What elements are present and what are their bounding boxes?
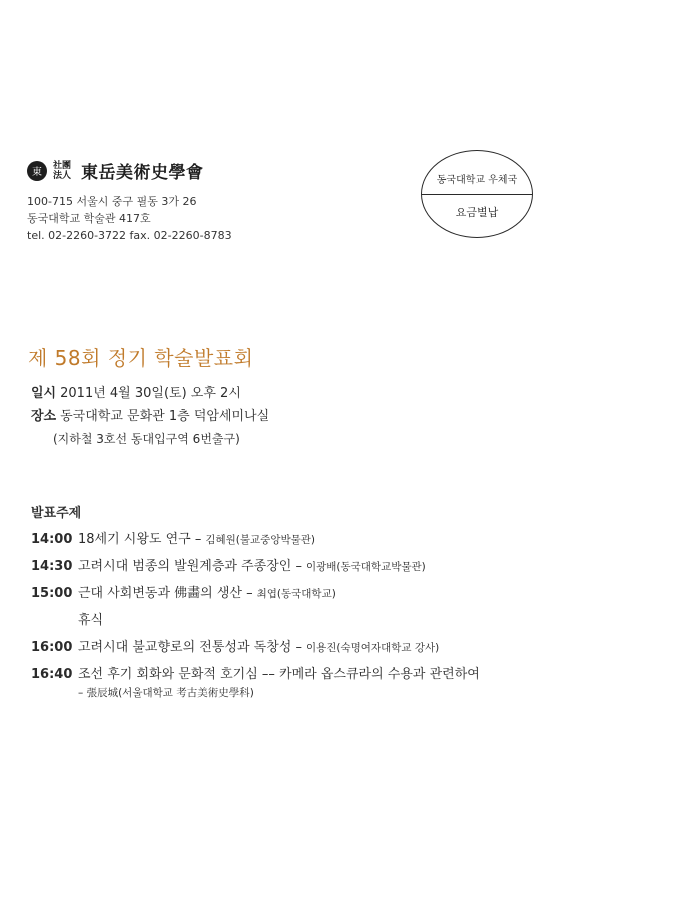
talk-time: 14:00 [31, 532, 73, 547]
talk-time: 16:00 [31, 640, 73, 655]
date-row [31, 382, 269, 405]
sender-address [27, 193, 232, 244]
talk-time: 14:30 [31, 559, 73, 574]
society-seal-icon: 東 [27, 161, 47, 181]
postage-paid-label: 요금별납 [455, 206, 499, 219]
place-row [31, 405, 269, 428]
sender-block [27, 158, 232, 244]
address-line-2: 동국대학교 학술관 417호 [27, 212, 151, 225]
break-label: 휴식 [78, 613, 104, 628]
talk-speaker: 이용진(숙명여자대학교 강사) [305, 642, 440, 654]
place-label: 장소 [31, 409, 57, 424]
post-office-label: 동국대학교 우체국 [436, 175, 518, 186]
event-info [31, 382, 269, 451]
talk-speaker: 이광배(동국대학교박물관) [305, 561, 426, 573]
talk-time: 16:40 [31, 667, 73, 682]
talk-title: 고려시대 불교향로의 전통성과 독창성 – [78, 640, 302, 655]
talk-title: 고려시대 범종의 발원계층과 주종장인 – [78, 559, 302, 574]
talk-item [31, 634, 484, 661]
last-talk-speaker: – 張辰城(서울대학교 考古美術史學科) [78, 687, 254, 699]
date-label: 일시 [31, 386, 57, 401]
talk-item [31, 580, 484, 607]
org-name: 東岳美術史學會 [81, 163, 204, 183]
contact-line: tel. 02-2260-3722 fax. 02-2260-8783 [27, 229, 232, 242]
talk-title: 조선 후기 회화와 문화적 호기심 –– 카메라 옵스큐라의 수용과 관련하여 [78, 667, 480, 682]
talk-title: 근대 사회변동과 佛畵의 생산 – [78, 586, 253, 601]
place-note: (지하철 3호선 동대입구역 6번출구) [53, 432, 240, 446]
event-title: 제 58회 정기 학술발표회 [28, 346, 254, 370]
talk-speaker: 김혜원(불교중앙박물관) [205, 534, 315, 546]
talk-item [31, 553, 484, 580]
stamp-divider [422, 194, 532, 195]
program-section [31, 502, 484, 702]
talk-item [31, 526, 484, 553]
place-value: 동국대학교 문화관 1층 덕암세미나실 [60, 409, 270, 424]
talk-time: 15:00 [31, 586, 73, 601]
break-item [31, 607, 484, 634]
org-header [27, 158, 232, 183]
org-type-label: 社團法人 [53, 160, 72, 181]
talk-speaker: 최엽(동국대학교) [256, 588, 336, 600]
talk-title: 18세기 시왕도 연구 – [78, 532, 202, 547]
address-line-1: 100-715 서울시 중구 필동 3가 26 [27, 195, 197, 208]
program-heading: 발표주제 [31, 506, 82, 521]
date-value: 2011년 4월 30일(토) 오후 2시 [60, 386, 241, 401]
postage-stamp [421, 150, 533, 238]
